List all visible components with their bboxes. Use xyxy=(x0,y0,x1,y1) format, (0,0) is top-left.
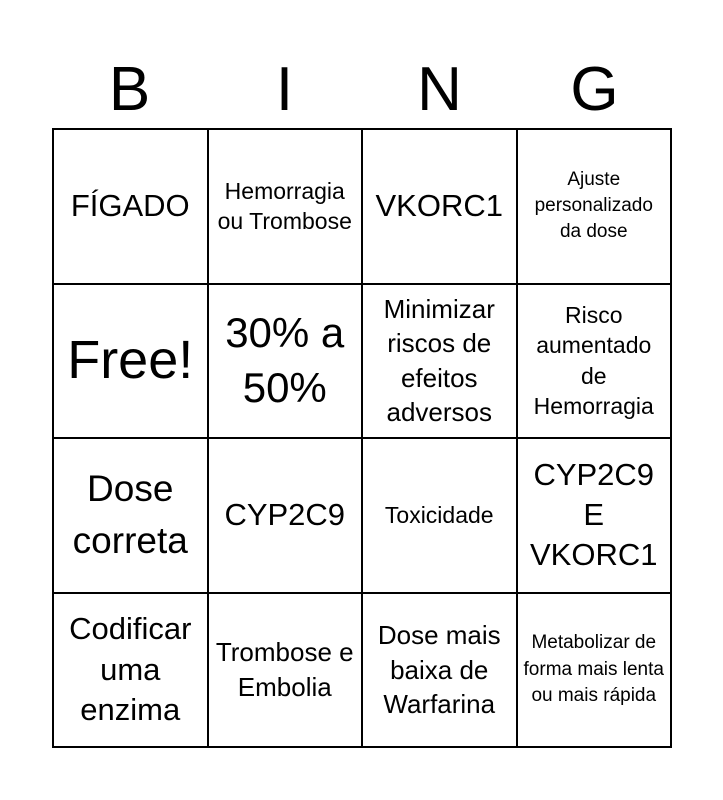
bingo-cell-r1c2[interactable] xyxy=(209,130,364,285)
cell-label: Minimizar riscos de efeitos adversos xyxy=(383,294,495,428)
cell-label: VKORC1 xyxy=(375,188,503,224)
bingo-cell-r3c3[interactable] xyxy=(363,439,518,594)
header-letter-g: G xyxy=(570,55,619,124)
cell-label: Risco aumentado de Hemorragia xyxy=(533,301,654,420)
bingo-cell-r3c4[interactable] xyxy=(518,439,673,594)
header-letter-n: N xyxy=(417,55,462,124)
cell-label: Toxicidade xyxy=(384,501,494,528)
bingo-cell-r2c3[interactable] xyxy=(363,285,518,440)
cell-label: Codificar uma enzima xyxy=(69,611,192,727)
bingo-board xyxy=(52,128,672,748)
bingo-cell-r4c2[interactable] xyxy=(209,594,364,749)
bingo-cell-r4c1[interactable] xyxy=(54,594,209,749)
header-letter-i: I xyxy=(275,55,294,124)
bingo-cell-r3c1[interactable] xyxy=(54,439,209,594)
free-space-label: Free! xyxy=(67,330,194,391)
bingo-cell-r1c3[interactable] xyxy=(363,130,518,285)
cell-label: FÍGADO xyxy=(70,188,190,224)
bingo-cell-r4c3[interactable] xyxy=(363,594,518,749)
bingo-cell-r1c4[interactable] xyxy=(518,130,673,285)
header-letter-b: B xyxy=(108,55,151,124)
cell-label: Dose mais baixa de Warfarina xyxy=(377,620,501,719)
cell-label: CYP2C9 xyxy=(224,497,346,533)
bingo-header xyxy=(52,52,672,128)
cell-label: Metabolizar de forma mais lenta ou mais rápida xyxy=(523,632,664,706)
bingo-cell-r2c2[interactable] xyxy=(209,285,364,440)
cell-label: Dose correta xyxy=(72,467,188,562)
bingo-cell-r2c4[interactable] xyxy=(518,285,673,440)
bingo-cell-r4c4[interactable] xyxy=(518,594,673,749)
bingo-cell-r2c1-free[interactable] xyxy=(54,285,209,440)
bingo-cell-r3c2[interactable] xyxy=(209,439,364,594)
cell-label: CYP2C9 E VKORC1 xyxy=(530,456,658,573)
cell-label: Ajuste personalizado da dose xyxy=(534,168,653,243)
cell-label: Trombose e Embolia xyxy=(215,637,354,702)
bingo-cell-r1c1[interactable] xyxy=(54,130,209,285)
cell-label: 30% a 50% xyxy=(225,309,345,411)
cell-label: Hemorragia ou Trombose xyxy=(217,177,352,235)
